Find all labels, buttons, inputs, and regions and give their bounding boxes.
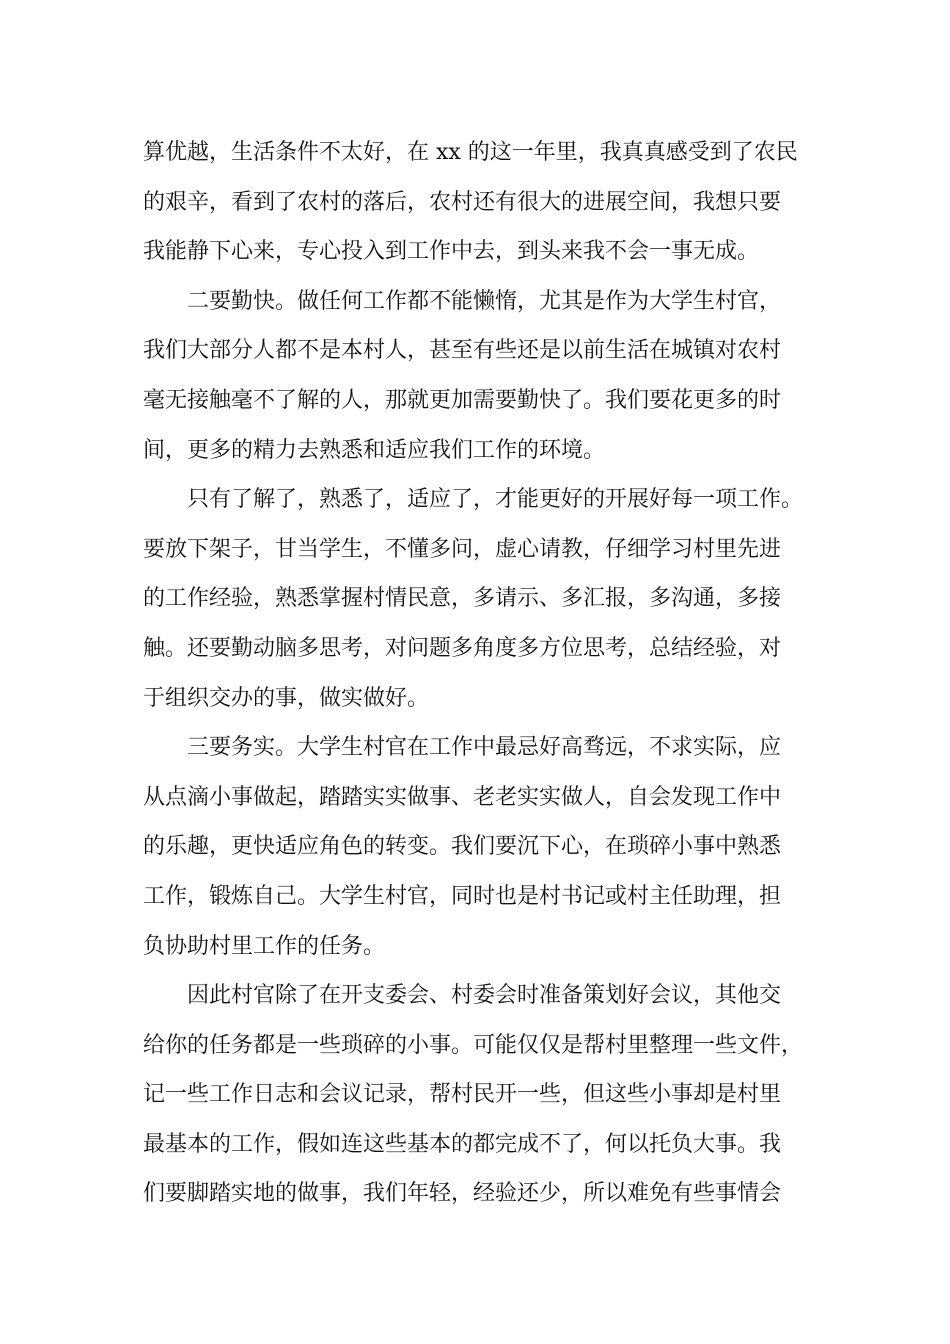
text-line: 给你的任务都是一些琐碎的小事。可能仅仅是帮村里整理一些文件， — [143, 1032, 804, 1058]
paragraph-start-line: 三要务实。大学生村官在工作中最忌好高骛远，不求实际，应 — [187, 735, 782, 761]
text-line: 从点滴小事做起，踏踏实实做事、老老实实做人，自会发现工作中 — [143, 784, 782, 810]
text-line: 的乐趣，更快适应角色的转变。我们要沉下心，在琐碎小事中熟悉 — [143, 834, 782, 860]
paragraph-start-line: 二要勤快。做任何工作都不能懒惰，尤其是作为大学生村官， — [187, 288, 782, 314]
text-line: 间，更多的精力去熟悉和适应我们工作的环境。 — [143, 437, 606, 463]
text-line: 我能静下心来，专心投入到工作中去，到头来我不会一事无成。 — [143, 239, 760, 265]
text-line: 工作，锻炼自己。大学生村官，同时也是村书记或村主任助理，担 — [143, 883, 782, 909]
text-line: 负协助村里工作的任务。 — [143, 933, 386, 959]
text-line: 的艰辛，看到了农村的落后，农村还有很大的进展空间，我想只要 — [143, 189, 782, 215]
text-line: 要放下架子，甘当学生，不懂多问，虚心请教，仔细学习村里先进 — [143, 536, 782, 562]
text-line: 最基本的工作，假如连这些基本的都完成不了，何以托负大事。我 — [143, 1131, 782, 1157]
text-line: 记一些工作日志和会议记录，帮村民开一些，但这些小事却是村里 — [143, 1082, 782, 1108]
document-body — [143, 128, 823, 1219]
text-line: 触。还要勤动脑多思考，对问题多角度多方位思考，总结经验，对 — [143, 635, 782, 661]
text-line: 我们大部分人都不是本村人，甚至有些还是以前生活在城镇对农村 — [143, 338, 782, 364]
paragraph-start-line: 只有了解了，熟悉了，适应了，才能更好的开展好每一项工作。 — [187, 487, 804, 513]
text-line: 们要脚踏实地的做事，我们年轻，经验还少，所以难免有些事情会 — [143, 1181, 782, 1207]
text-line: 的工作经验，熟悉掌握村情民意，多请示、多汇报，多沟通，多接 — [143, 586, 782, 612]
paragraph-start-line: 因此村官除了在开支委会、村委会时准备策划好会议，其他交 — [187, 983, 782, 1009]
text-line: 于组织交办的事，做实做好。 — [143, 685, 430, 711]
text-line: 毫无接触毫不了解的人，那就更加需要勤快了。我们要花更多的时 — [143, 387, 782, 413]
text-line: 算优越，生活条件不太好，在 xx 的这一年里，我真真感受到了农民 — [143, 140, 798, 165]
